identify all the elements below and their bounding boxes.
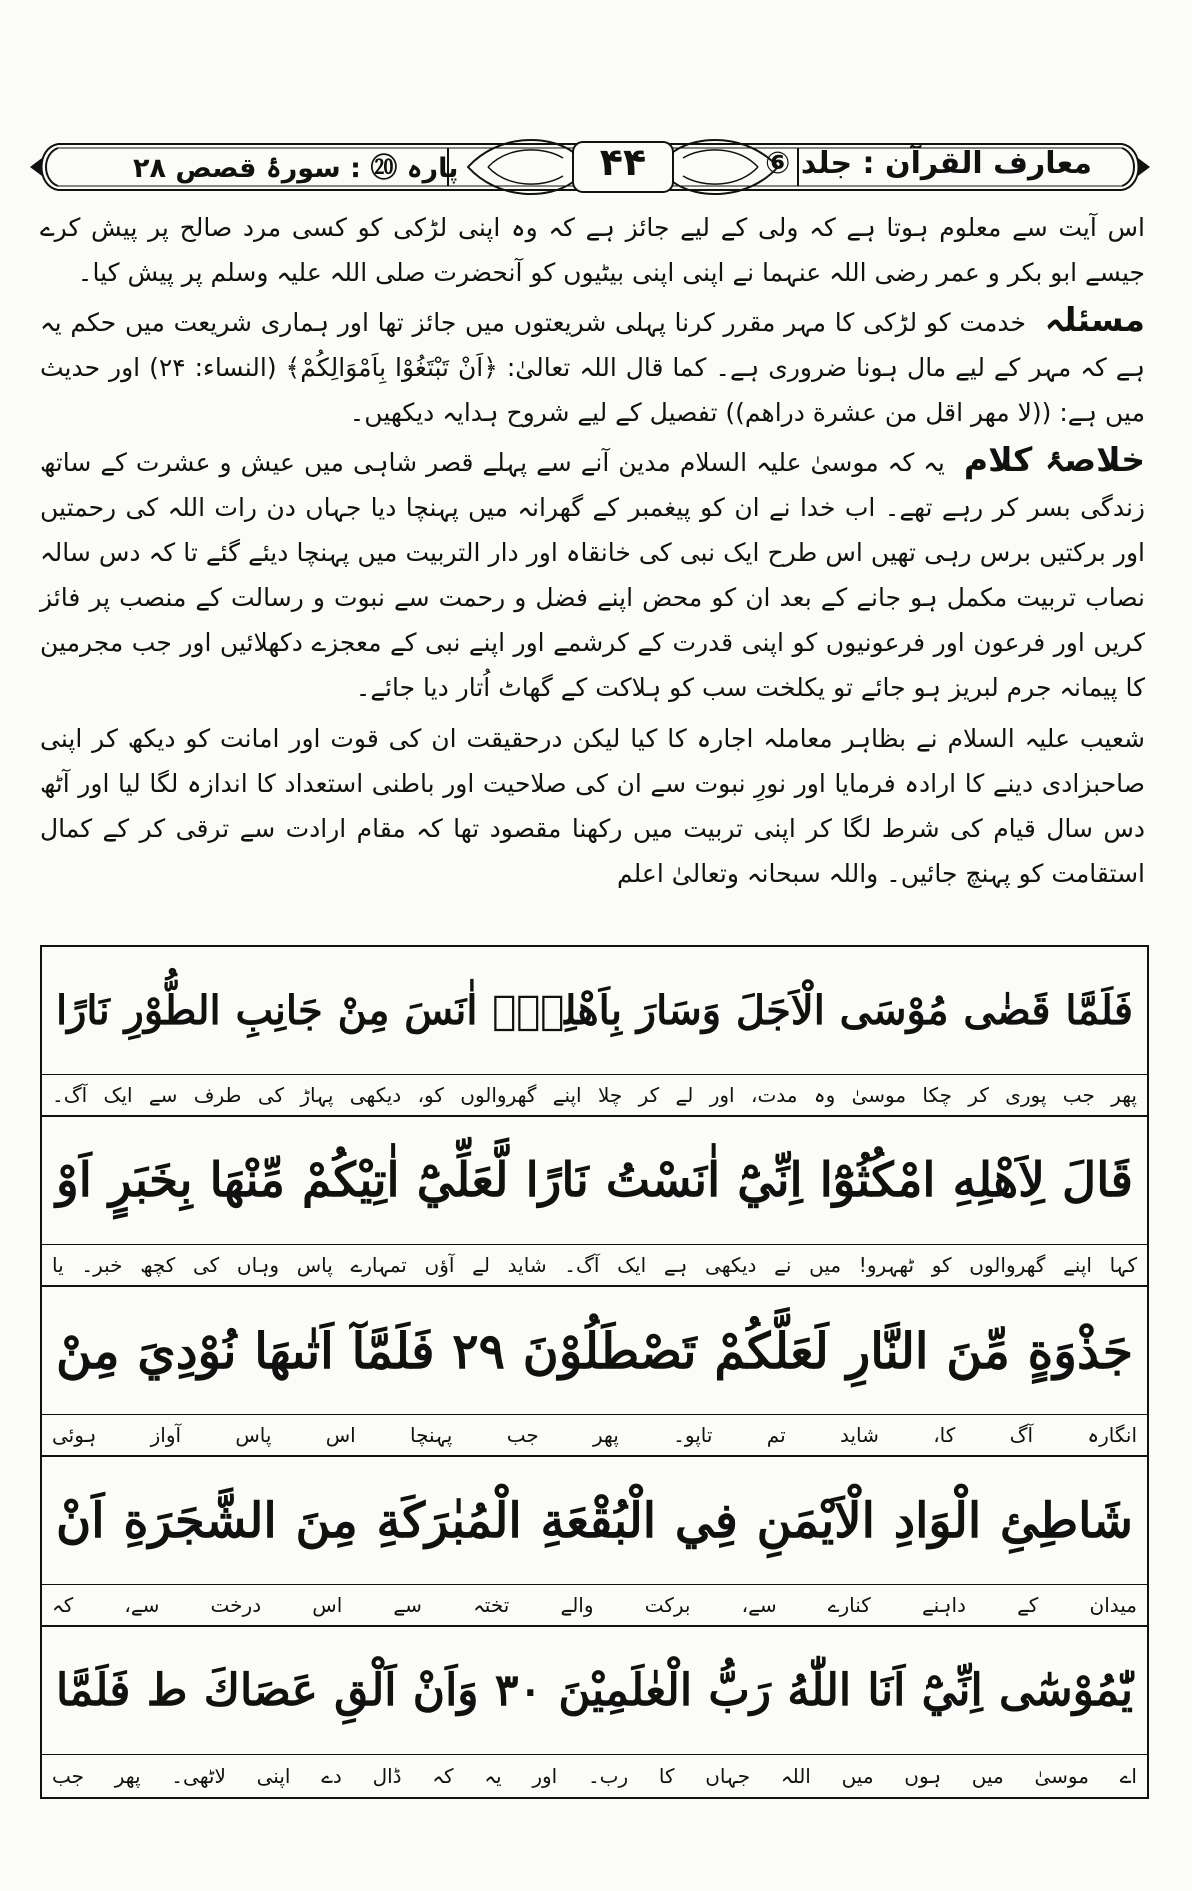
commentary-paragraph (40, 716, 1145, 896)
page-number: ۴۴ (599, 140, 647, 184)
commentary-text: اس آیت سے معلوم ہوتا ہے کہ ولی کے لیے جائز ہے کہ وہ اپنی لڑکی کو کسی مرد صالح پر پیش کرے جیسے ابو بکر و عمر رضی اللہ عنہما نے اپنی اپنی بیٹیوں کو آنحضرت صلی اللہ علیہ وسلم پر پیش کیا۔ (40, 213, 1145, 287)
translation-line (42, 1075, 1147, 1117)
translation-line (42, 1415, 1147, 1457)
translation-text: انگارہ آگ کا، شاید تم تاپو۔ پھر جب پہنچا اس پاس آواز ہوئی (52, 1423, 1137, 1447)
arabic-text: جَذْوَةٍ مِّنَ النَّارِ لَعَلَّكُمْ تَصْطَلُوْنَ ۲۹ فَلَمَّآ اَتٰىهَا نُوْدِيَ مِنْ (56, 1321, 1133, 1380)
arabic-verse-line (42, 1117, 1147, 1245)
commentary-text: خدمت کو لڑکی کا مہر مقرر کرنا پہلی شریعتوں میں جائز تھا اور ہماری شریعت میں حکم یہ ہے کہ مہر کے لیے مال ہونا ضروری ہے۔ کما قال اللہ تعالیٰ: ﴿اَنْ تَبْتَغُوْا بِاَمْوَالِكُمْ﴾ (النساء: ۲۴) اور حدیث میں ہے: ((لا مهر اقل من عشرة دراهم)) تفصیل کے لیے شروح ہدایہ دیکھیں۔ (40, 308, 1145, 427)
translation-line (42, 1755, 1147, 1797)
commentary-section (40, 205, 1145, 896)
arabic-text: فَلَمَّا قَضٰى مُوْسَى الْاَجَلَ وَسَارَ بِاَهْلِهٖٓ اٰنَسَ مِنْ جَانِبِ الطُّوْرِ نَارًا (56, 987, 1133, 1034)
arabic-text: يّٰمُوْسٰٓى اِنِّيْٓ اَنَا اللّٰهُ رَبُّ الْعٰلَمِيْنَ ۳۰ وَاَنْ اَلْقِ عَصَاكَ ط فَلَمَّا (56, 1665, 1133, 1716)
book-volume-title: معارف القرآن : جلد ⑥ (765, 146, 1092, 181)
page-header (28, 138, 1152, 196)
commentary-paragraph (40, 205, 1145, 295)
para-surah-label: پارہ ⑳ : سورۂ قصص ۲۸ (133, 153, 459, 184)
translation-line (42, 1245, 1147, 1287)
commentary-text: شعیب علیہ السلام نے بظاہر معاملہ اجارہ کا کیا لیکن درحقیقت ان کی قوت اور امانت کو دیکھ کر اپنی صاحبزادی دینے کا ارادہ فرمایا اور نورِ نبوت سے ان کی صلاحیت اور باطنی استعداد کا اندازہ لگا لیا اور آٹھ دس سال قیام کی شرط لگا کر اپنی تربیت میں رکھنا مقصود تھا کہ مقام ارادت سے ترقی کر کے کمال استقامت کو پہنچ جائیں۔ واللہ سبحانہ وتعالیٰ اعلم (40, 724, 1145, 888)
arabic-text: شَاطِئِ الْوَادِ الْاَيْمَنِ فِي الْبُقْعَةِ الْمُبٰرَكَةِ مِنَ الشَّجَرَةِ اَنْ (56, 1492, 1133, 1549)
section-heading: خلاصۂ کلام (963, 440, 1145, 479)
translation-text: اے موسیٰ میں ہوں میں اللہ جہاں کا رب۔ اور یہ کہ ڈال دے اپنی لاٹھی۔ پھر جب (52, 1764, 1137, 1788)
commentary-paragraph (40, 437, 1145, 710)
arabic-verse-line (42, 1627, 1147, 1755)
arabic-verse-line (42, 947, 1147, 1075)
arabic-verse-line (42, 1287, 1147, 1415)
section-heading: مسئلہ (1044, 300, 1145, 339)
verse-table (40, 945, 1149, 1799)
arabic-verse-line (42, 1457, 1147, 1585)
arabic-text: قَالَ لِاَهْلِهِ امْكُثُوْٓا اِنِّيْٓ اٰنَسْتُ نَارًا لَّعَلِّيْٓ اٰتِيْكُمْ مِّنْهَا بِخَبَرٍ اَوْ (56, 1153, 1133, 1208)
commentary-paragraph (40, 297, 1145, 435)
translation-text: پھر جب پوری کر چکا موسیٰ وہ مدت، اور لے کر چلا اپنے گھروالوں کو، دیکھی پہاڑ کی طرف سے ایک آگ۔ (52, 1083, 1137, 1107)
translation-text: کہا اپنے گھروالوں کو ٹھہرو! میں نے دیکھی ہے ایک آگ۔ شاید لے آؤں تمہارے پاس وہاں کی کچھ خبر۔ یا (52, 1253, 1137, 1277)
translation-line (42, 1585, 1147, 1627)
commentary-text: یہ کہ موسیٰ علیہ السلام مدین آنے سے پہلے قصر شاہی میں عیش و عشرت کے ساتھ زندگی بسر کر رہے تھے۔ اب خدا نے ان کو پیغمبر کے گھرانہ میں پہنچا دیا جہاں دن رات اللہ کی رحمتیں اور برکتیں برس رہی تھیں اس طرح ایک نبی کی خانقاہ اور دار التربیت میں پہنچا دیئے گئے تا کہ دس سالہ نصاب تربیت مکمل ہو جانے کے بعد ان کو محض اپنے فضل و رحمت سے نبوت و رسالت کے منصب پر فائز کریں اور فرعون اور فرعونیوں کو اپنی قدرت کے کرشمے اور اپنے نبی کے معجزے دکھلائیں اور جب مجرمین کا پیمانہ جرم لبریز ہو جائے تو یکلخت سب کو ہلاکت کے گھاٹ اُتار دیا جائے۔ (40, 448, 1145, 702)
translation-text: میدان کے داہنے کنارے سے، برکت والے تختہ سے اس درخت سے، کہ (52, 1593, 1137, 1617)
